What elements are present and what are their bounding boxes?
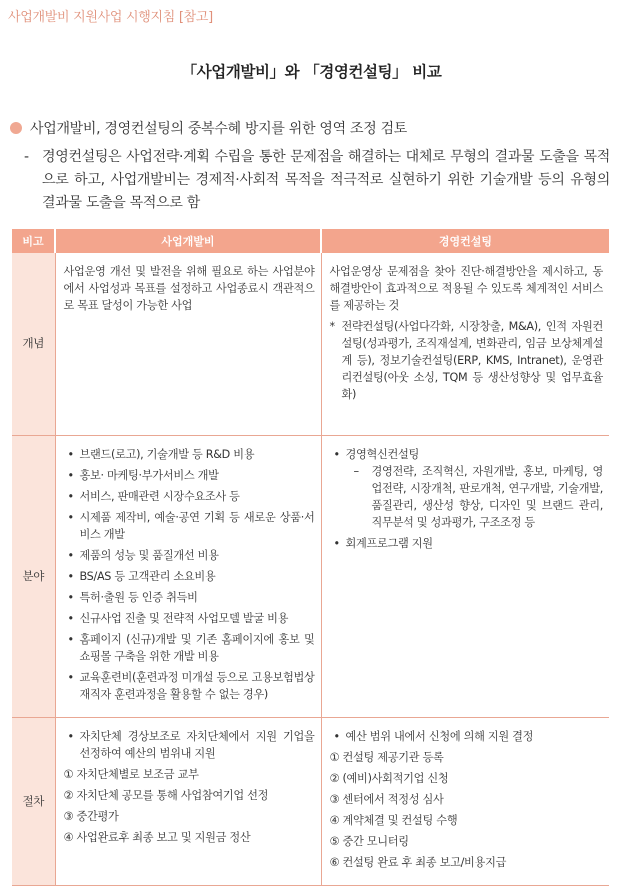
row-label-procedure: 절차 (12, 717, 55, 885)
concept-business-dev-text: 사업운영 개선 및 발전을 위해 필요로 하는 사업분야에서 사업성과 목표를 설정하고 사업종료시 객관적으로 목표 달성이 가능한 사업 (63, 265, 315, 312)
concept-consulting (321, 253, 609, 435)
list-item: • 제품의 성능 및 품질개선 비용 (64, 547, 315, 564)
procedure-business-dev-cell (56, 718, 321, 860)
field-consulting-list (330, 446, 604, 552)
procedure-step: ③ 중간평가 (63, 809, 119, 823)
procedure-step: ④ 계약체결 및 컨설팅 수행 (329, 813, 458, 827)
field-consulting-sub: – 경영전략, 조직혁신, 자원개발, 홍보, 마케팅, 영업전략, 시장개척, 판로개척, 연구개발, 기술개발, 품질관리, 생산성 향상, 디자인 및 브랜드 관리, 직무분석 및 성과평가, 구조조정 등 (352, 463, 604, 531)
document-header: 사업개발비 지원사업 시행지침 [참고] (8, 10, 213, 25)
table-row-field (12, 435, 609, 717)
procedure-step: ② 자치단체 공모를 통해 사업참여기업 선정 (63, 788, 269, 802)
list-item: • 자치단체 경상보조로 자치단체에서 지원 기업을 선정하여 예산의 범위내 지원 (64, 728, 315, 762)
field-business-dev-cell (56, 436, 321, 717)
procedure-step: ④ 사업완료후 최종 보고 및 지원금 정산 (63, 830, 251, 844)
list-item: • BS/AS 등 고객관리 소요비용 (64, 568, 315, 585)
concept-consulting-text: 사업운영상 문제점을 찾아 진단·해결방안을 제시하고, 동 해결방안이 효과적으로 적용될 수 있도록 체계적인 서비스를 제공하는 것 (329, 265, 603, 312)
header-note: 비고 (12, 229, 55, 253)
procedure-step: ⑥ 컨설팅 완료 후 최종 보고/비용지급 (329, 855, 507, 869)
intro-paragraph (24, 146, 610, 215)
concept-consulting-cell (322, 253, 610, 413)
field-consulting-item1: 경영혁신컨설팅 (345, 447, 420, 461)
list-item: • 브랜드(로고), 기술개발 등 R&D 비용 (64, 446, 315, 463)
concept-business-dev (55, 253, 321, 435)
procedure-business-dev (55, 717, 321, 885)
page-title: 「사업개발비」와 「경영컨설팅」 비교 (181, 63, 442, 81)
table-row-procedure (12, 717, 609, 885)
table-row-concept (12, 253, 609, 435)
intro-dash: - (24, 149, 29, 165)
section-bullet (10, 118, 407, 138)
comparison-table (12, 229, 609, 886)
field-consulting (321, 435, 609, 717)
procedure-business-dev-list (64, 728, 315, 762)
row-label-concept: 개념 (12, 253, 55, 435)
intro-text: 경영컨설팅은 사업전략·계획 수립을 통한 문제점을 해결하는 대체로 무형의 결과물 도출을 목적으로 하고, 사업개발비는 경제적·사회적 목적을 적극적로 실현하기 위한 기술개발 등의 유형의 결과물 도출을 목적으로 함 (42, 149, 610, 211)
list-item: • 홈페이지 (신규)개발 및 기존 홈페이지에 홍보 및 쇼핑몰 구축을 위한 개발 비용 (64, 631, 315, 665)
section-bullet-text: 사업개발비, 경영컨설팅의 중복수혜 방지를 위한 영역 조정 검토 (30, 121, 408, 137)
list-item: • 서비스, 판매관련 시장수요조사 등 (64, 488, 315, 505)
list-item (330, 446, 604, 531)
procedure-step: ① 자치단체별로 보조금 교부 (63, 767, 199, 781)
concept-consulting-note: * 전략컨설팅(사업다각화, 시장창출, M&A), 인적 자원컨설팅(성과평가, 조직재설계, 변화관리, 임금 보상체계설계 등), 정보기술컨설팅(ERP, KMS, Intranet), 운영관리컨설팅(아웃 소싱, TQM 등 생산성향상 및 업무효율화) (330, 318, 604, 403)
list-item: • 예산 범위 내에서 신청에 의해 지원 결정 (330, 728, 604, 745)
field-business-dev-list (64, 446, 315, 703)
table-header-row (12, 229, 609, 253)
list-item: • 홍보· 마케팅·부가서비스 개발 (64, 467, 315, 484)
procedure-step: ② (예비)사회적기업 신청 (329, 771, 449, 785)
procedure-consulting-list (330, 728, 604, 745)
field-business-dev (55, 435, 321, 717)
procedure-step: ⑤ 중간 모니터링 (329, 834, 409, 848)
procedure-step: ③ 센터에서 적정성 심사 (329, 792, 444, 806)
row-label-field: 분야 (12, 435, 55, 717)
procedure-consulting-cell (322, 718, 610, 885)
procedure-step: ① 컨설팅 제공기관 등록 (329, 750, 444, 764)
bullet-dot-icon (10, 122, 22, 134)
field-consulting-cell (322, 436, 610, 566)
list-item: • 특허·출원 등 인증 취득비 (64, 589, 315, 606)
header-consulting: 경영컨설팅 (321, 229, 609, 253)
list-item: • 신규사업 진출 및 전략적 사업모델 발굴 비용 (64, 610, 315, 627)
list-item: • 회계프로그램 지원 (330, 535, 604, 552)
header-business-dev: 사업개발비 (55, 229, 321, 253)
procedure-consulting (321, 717, 609, 885)
list-item: • 교육훈련비(훈련과정 미개설 등으로 고용보험법상 재직자 훈련과정을 활용할 수 없는 경우) (64, 669, 315, 703)
list-item: • 시제품 제작비, 예술·공연 기획 등 새로운 상품·서비스 개발 (64, 509, 315, 543)
